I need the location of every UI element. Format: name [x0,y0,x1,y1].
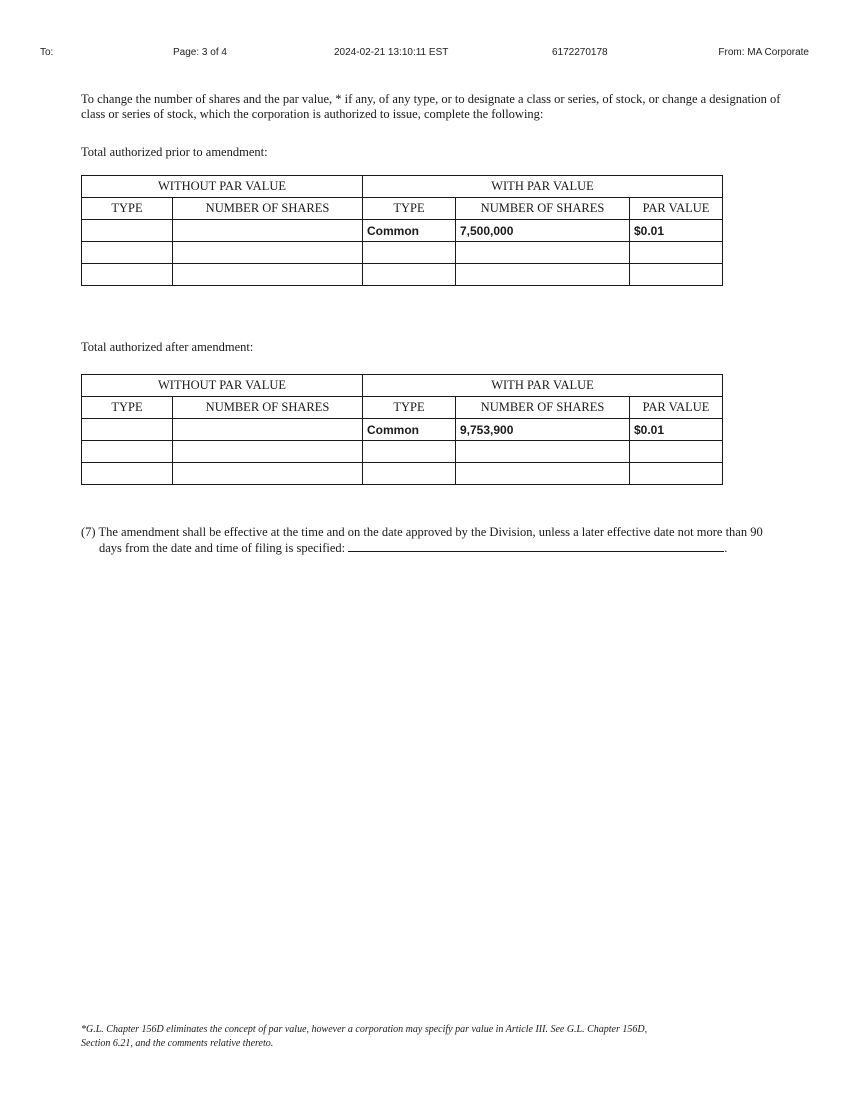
table-cell [363,463,456,485]
table-cell [363,242,456,264]
table-cell: Common [363,220,456,242]
table-cell: $0.01 [630,220,723,242]
table-cell [630,264,723,286]
table-cell [82,242,173,264]
effective-date-field[interactable] [348,540,724,552]
table-group-header-row [82,176,723,198]
table-group-header-row [82,375,723,397]
prior-shares-table [81,175,723,286]
table-cell [82,220,173,242]
table-cell [82,441,173,463]
par-value-footnote [81,1023,781,1051]
table-header-row [82,198,723,220]
table-cell: $0.01 [630,419,723,441]
table-cell [456,463,630,485]
table-cell [173,463,363,485]
column-header: TYPE [82,198,173,220]
table-cell [173,220,363,242]
fax-phone: 6172270178 [552,47,608,58]
after-amendment-label: Total authorized after amendment: [81,340,254,354]
table-cell [456,441,630,463]
table-cell: 9,753,900 [456,419,630,441]
table-row [82,441,723,463]
fax-from: From: MA Corporate [718,47,809,58]
fax-to: To: [40,47,54,58]
table-cell [363,441,456,463]
effective-date-clause-line1: (7) The amendment shall be effective at the time and on the date approved by the Division, unless a later effective date not more than 90 [81,525,763,539]
footnote-line2: Section 6.21, and the comments relative thereto. [81,1038,274,1049]
column-header: NUMBER OF SHARES [456,397,630,419]
column-header: NUMBER OF SHARES [456,198,630,220]
column-header: PAR VALUE [630,397,723,419]
effective-date-clause [81,524,781,556]
table-cell [456,264,630,286]
table-row [82,242,723,264]
table-row [82,264,723,286]
group-header-with-par: WITH PAR VALUE [363,176,723,198]
effective-date-clause-line2 [81,540,781,556]
table-row [82,463,723,485]
table-cell [630,441,723,463]
table-cell [173,242,363,264]
table-cell [363,264,456,286]
table-row [82,419,723,441]
table-cell [82,419,173,441]
table-cell [82,463,173,485]
table-cell [173,419,363,441]
fax-page-number: Page: 3 of 4 [173,47,227,58]
column-header: TYPE [363,198,456,220]
column-header: NUMBER OF SHARES [173,198,363,220]
group-header-with-par: WITH PAR VALUE [363,375,723,397]
table-cell [82,264,173,286]
clause-period: . [724,541,728,555]
column-header: TYPE [82,397,173,419]
after-shares-table [81,374,723,485]
intro-paragraph: To change the number of shares and the par value, * if any, of any type, or to designate a class or series, of stock, or change a designation of class or series of stock, which the corporation is authorized to issue, complete the following: [81,92,781,121]
table-cell: Common [363,419,456,441]
column-header: PAR VALUE [630,198,723,220]
column-header: TYPE [363,397,456,419]
table-cell [630,242,723,264]
table-cell: 7,500,000 [456,220,630,242]
table-cell [456,242,630,264]
fax-datetime: 2024-02-21 13:10:11 EST [334,47,449,58]
prior-amendment-label: Total authorized prior to amendment: [81,145,268,159]
table-cell [173,441,363,463]
fax-header [0,47,850,61]
table-header-row [82,397,723,419]
group-header-without-par: WITHOUT PAR VALUE [82,176,363,198]
footnote-line1: *G.L. Chapter 156D eliminates the concept of par value, however a corporation may specify par value in Article III. See G.L. Chapter 156D, [81,1024,648,1035]
table-cell [173,264,363,286]
effective-date-prompt: days from the date and time of filing is specified: [99,541,346,555]
table-cell [630,463,723,485]
group-header-without-par: WITHOUT PAR VALUE [82,375,363,397]
table-row [82,220,723,242]
column-header: NUMBER OF SHARES [173,397,363,419]
